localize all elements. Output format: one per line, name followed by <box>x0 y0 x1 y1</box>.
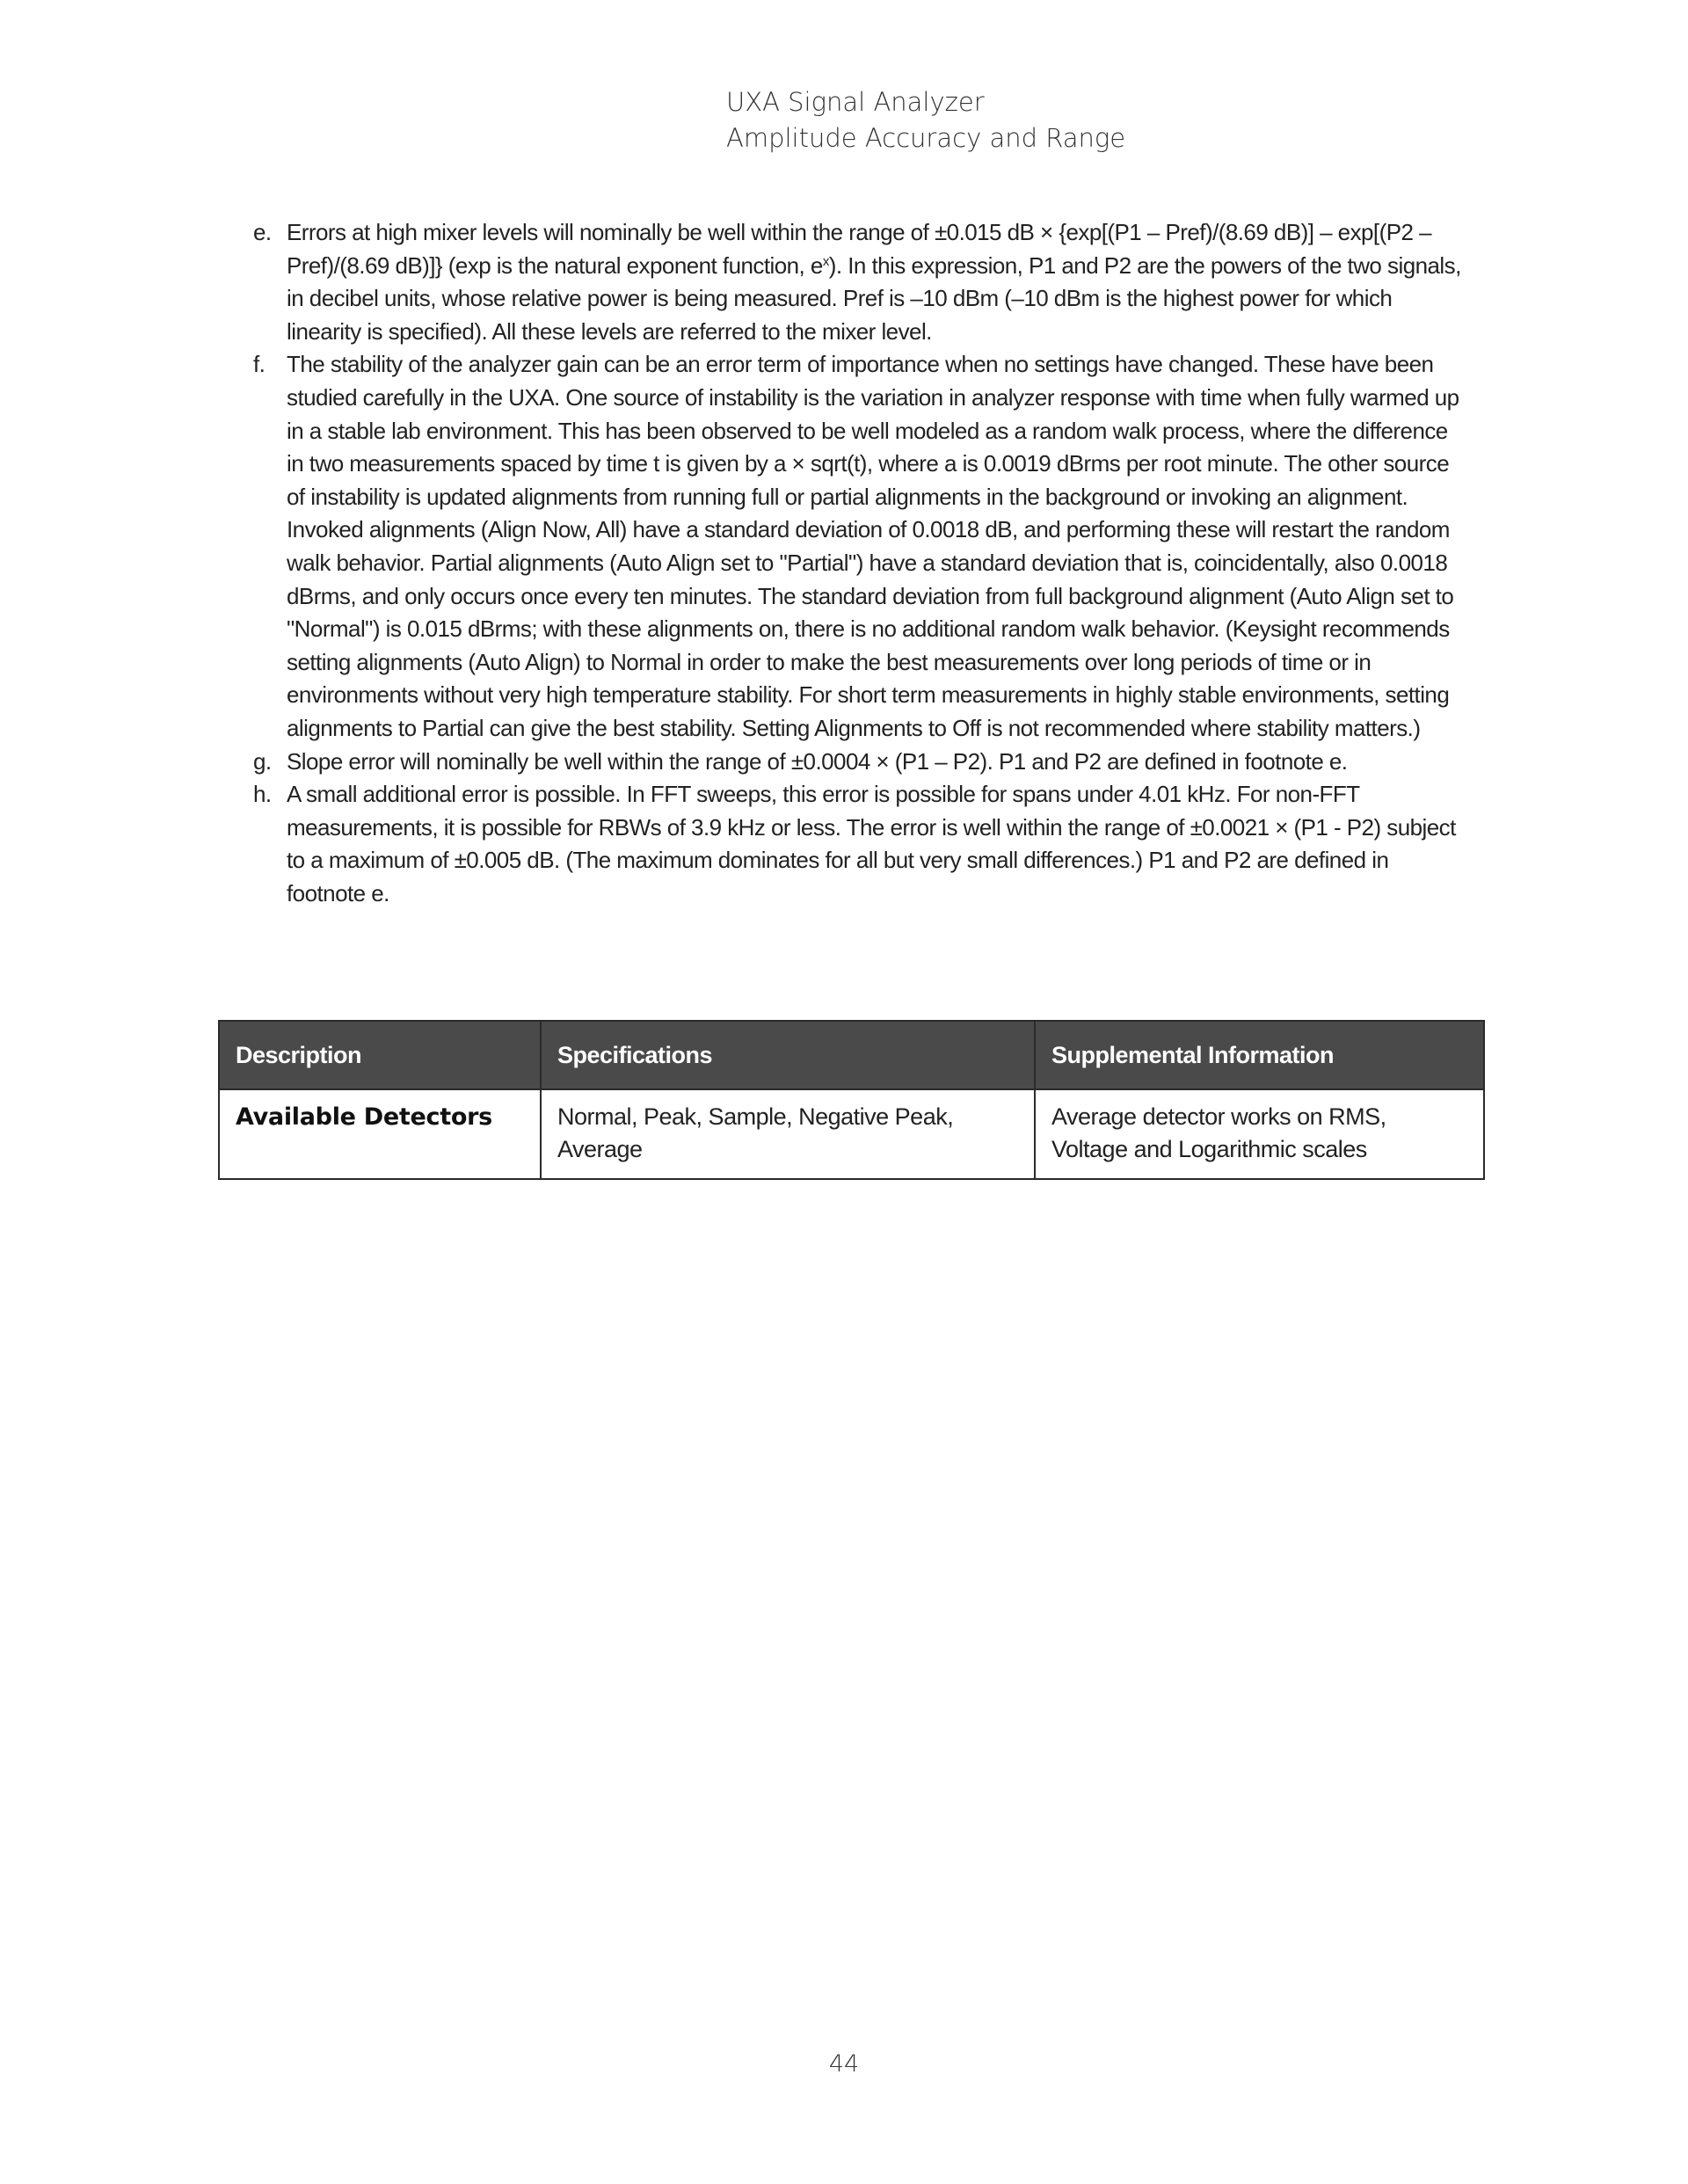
footnote-list <box>248 216 1461 910</box>
footnote-h <box>248 778 1461 910</box>
running-header <box>726 84 1125 157</box>
table-header-row <box>219 1021 1484 1089</box>
cell-specifications: Normal, Peak, Sample, Negative Peak, Average <box>541 1089 1035 1179</box>
footnote-marker: f. <box>253 351 266 378</box>
footnote-text-part: ). In this expression, P1 and P2 are the powers of the two signals, in decibel units, whose relative power is being measured. Pref is –10 dBm (–10 dBm is the highest power for which linearity is specified). All these levels are referred to the mixer level. <box>287 251 1461 345</box>
footnote-text-part: Errors at high mixer levels will nominally be well within the range of ±0.015 dB × {exp[(P1 – Pref)/(8.69 dB)] – exp[(P2 – Pref)/(8.69 dB)]} (exp is the natural exponent function, e <box>287 219 1432 279</box>
table-row <box>219 1089 1484 1179</box>
cell-supplemental-information: Average detector works on RMS, Voltage and Logarithmic scales <box>1035 1089 1484 1179</box>
footnote-g <box>248 746 1461 779</box>
footnote-marker: e. <box>253 219 272 245</box>
column-header-supplemental-information: Supplemental Information <box>1035 1021 1484 1089</box>
footnote-marker: h. <box>253 781 272 808</box>
page-number: 44 <box>828 2050 860 2078</box>
footnote-marker: g. <box>253 747 272 775</box>
footnote-e <box>248 216 1461 348</box>
superscript-exponent: x <box>822 253 829 269</box>
footnote-text: Slope error will nominally be well within the range of ±0.0004 × (P1 – P2). P1 and P2 are defined in footnote e. <box>287 747 1348 775</box>
header-product-title: UXA Signal Analyzer <box>726 87 985 117</box>
column-header-specifications: Specifications <box>541 1021 1035 1089</box>
footnote-text: A small additional error is possible. In FFT sweeps, this error is possible for spans under 4.01 kHz. For non-FFT measurements, it is possible for RBWs of 3.9 kHz or less. The error is well within the range of ±0.0021 × (P1 - P2) subject to a maximum of ±0.005 dB. (The maximum dominates for all but very small differences.) P1 and P2 are defined in footnote e. <box>287 781 1456 906</box>
specifications-table <box>218 1020 1485 1180</box>
column-header-description: Description <box>219 1021 541 1089</box>
footnote-f <box>248 348 1461 745</box>
header-section-title: Amplitude Accuracy and Range <box>726 123 1126 153</box>
cell-description: Available Detectors <box>219 1089 541 1179</box>
footnote-text: The stability of the analyzer gain can be an error term of importance when no settings have changed. These have been studied carefully in the UXA. One source of instability is the variation in analyzer response with time when fully warmed up in a stable lab environment. This has been observed to be well modeled as a random walk process, where the difference in two measurements spaced by time t is given by a × sqrt(t), where a is 0.0019 dBrms per root minute. The other source of instability is updated alignments from running full or partial alignments in the background or invoking an alignment. Invoked alignments (Align Now, All) have a standard deviation of 0.0018 dB, and performing these will restart the random walk behavior. Partial alignments (Auto Align set to "Partial") have a standard deviation that is, coincidentally, also 0.0018 dBrms, and only occurs once every ten minutes. The standard deviation from full background alignment (Auto Align set to "Normal") is 0.015 dBrms; with these alignments on, there is no additional random walk behavior. (Keysight recommends setting alignments (Auto Align) to Normal in order to make the best measurements over long periods of time or in environments without very high temperature stability. For short term measurements in highly stable environments, setting alignments to Partial can give the best stability. Setting Alignments to Off is not recommended where stability matters.) <box>287 351 1459 741</box>
footnote-text <box>287 216 1461 348</box>
